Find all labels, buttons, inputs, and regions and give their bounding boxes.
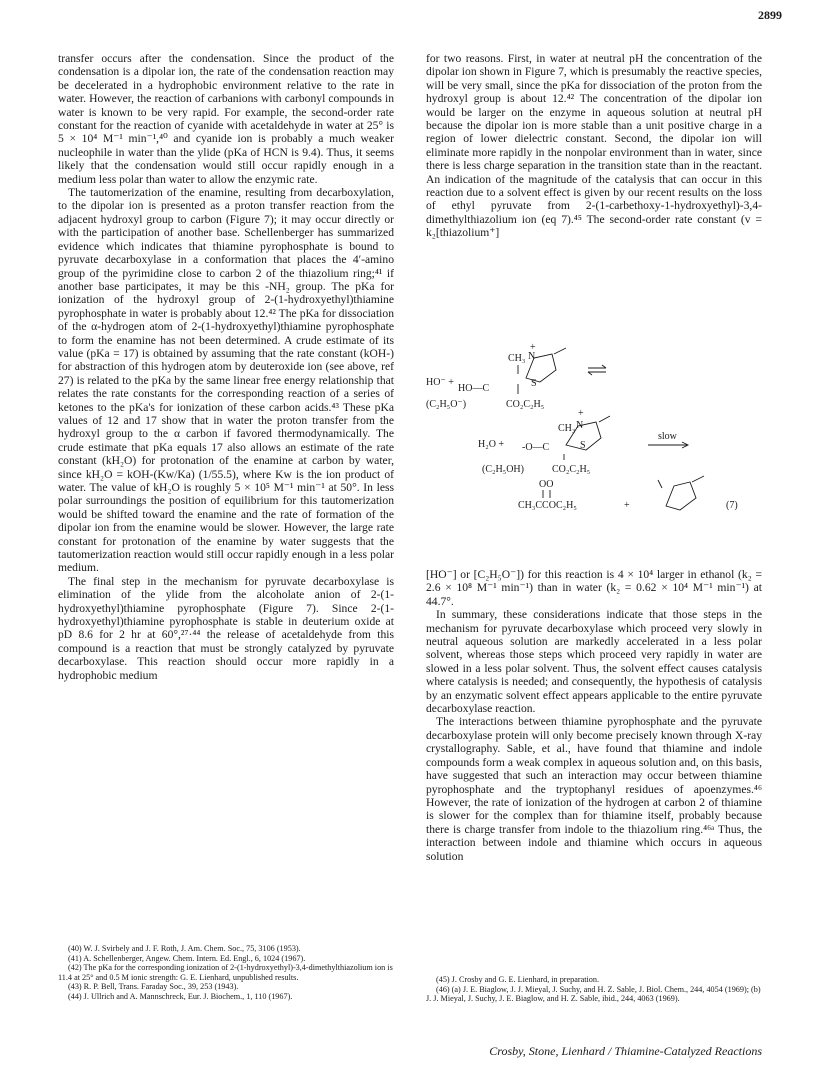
- footnote: (45) J. Crosby and G. E. Lienhard, in preparation.: [436, 975, 600, 984]
- scheme-hydroxide: HO⁻ +: [426, 377, 454, 388]
- scheme-ho-c: HO—C: [458, 383, 490, 394]
- scheme-n: N: [576, 420, 584, 431]
- footnote: (44) J. Ullrich and A. Mannschreck, Eur. J. Biochem., 1, 110 (1967).: [68, 991, 293, 1001]
- footnote: (40) W. J. Svirbely and J. F. Roth, J. Am. Chem. Soc., 75, 3106 (1953).: [68, 944, 301, 953]
- scheme-slow-label: slow: [658, 431, 677, 442]
- scheme-n: N: [528, 351, 536, 362]
- scheme-ch3: CH₃: [508, 353, 526, 364]
- paragraph: The final step in the mechanism for pyruvate decarboxylase is elimination of the ylide from the alcoholate anion of 2-(1-hydroxyethyl)thiamine pyrophosphate (Figure 7). Since 2-(1-hydroxyethyl)thiamine pyrophosphate is stable in deuterium oxide at pD 8.6 for 2 hr at 60°,²⁷·⁴⁴ the release of acetaldehyde from this compound is a reaction that must be strongly catalyzed by pyruvate decarboxylase. This reaction should occur more rapidly in a hydrophobic medium: [58, 574, 394, 682]
- scheme-plus: +: [578, 408, 584, 419]
- scheme-ester-group: CO₂C₂H₅: [552, 464, 591, 475]
- scheme-plus: +: [530, 342, 536, 353]
- footnotes-left: [58, 944, 394, 1002]
- scheme-alkoxide-c: -O—C: [522, 442, 550, 453]
- paragraph: [HO⁻] or [C₂H₅O⁻]) for this reaction is 4 × 10⁴ larger in ethanol (k₂ = 2.6 × 10⁸ M⁻¹ min⁻¹) than in water (k₂ = 0.62 × 10⁴ M⁻¹ min⁻¹) at 44.7°.: [426, 568, 762, 608]
- scheme-s: S: [531, 378, 537, 389]
- footnotes-right: [426, 975, 762, 1004]
- footnote: (46) (a) J. E. Biaglow, J. J. Mieyal, J. Suchy, and H. Z. Sable, J. Biol. Chem., 244, 4054 (1969); (b) J. J. Mieyal, J. Suchy, J. E. Biaglow, and H. Z. Sable, ibid., 244, 4063 (1969).: [426, 984, 761, 1004]
- scheme-ester-group: CO₂C₂H₅: [506, 399, 545, 410]
- footnote: (43) R. P. Bell, Trans. Faraday Soc., 39, 253 (1943).: [68, 982, 239, 992]
- scheme-water: H₂O +: [478, 439, 505, 450]
- page-number: 2899: [758, 8, 782, 22]
- scheme-ch3: CH₃: [558, 423, 576, 434]
- equation-number: (7): [726, 500, 738, 511]
- left-column: [58, 52, 394, 682]
- scheme-s: S: [580, 440, 586, 451]
- paragraph: In summary, these considerations indicate that those steps in the mechanism for pyruvate decarboxylase which proceed very slowly in neutral aqueous solution are markedly accelerated in a less polar solvent, whereas those steps which proceed very rapidly in water are slowed in a less polar solvent. Thus, the solvent effect causes catalysis where catalysis is needed; and consequently, the hypothesis of catalysis by an enzymatic solvent effect appears applicable to the entire pyruvate decarboxylase reaction.: [426, 608, 762, 716]
- paragraph: transfer occurs after the condensation. Since the product of the condensation is a dipolar ion, the rate of the condensation reaction may be decelerated in a hydrophobic environment relative to the rate in water. However, the reaction of carbanions with carbonyl compounds in water is known to be very rapid. For example, the second-order rate constant for the reaction of cyanide with acetaldehyde in water at 25° is 5 × 10⁴ M⁻¹ min⁻¹,⁴⁰ and cyanide ion is probably a much weaker nucleophile in water than the ylide (pKa of HCN is 9.4). Thus, it seems likely that the condensation would still occur rapidly enough in a medium less polar than water to allow the enzymic rate.: [58, 52, 394, 186]
- scheme-plus-sign: +: [624, 500, 630, 511]
- right-column-continued: [426, 568, 762, 863]
- running-footer: Crosby, Stone, Lienhard / Thiamine-Catalyzed Reactions: [489, 1044, 762, 1058]
- paragraph: for two reasons. First, in water at neutral pH the concentration of the dipolar ion shown in Figure 7, which is presumably the reactive species, will be very small, since the pKa for dissociation of the proton from the hydroxyl group is about 12.⁴² The concentration of the dipolar ion would be larger on the enzyme in aqueous solution at neutral pH because the dipolar ion is more stable than a unit positive charge in a region of lower dielectric constant. Second, the dipolar ion will eliminate more rapidly in the nonpolar environment than in water, since there is less charge separation in the transition state than in the reactant. An indication of the magnitude of the catalysis that can occur in this reaction due to a solvent effect is given by our recent results on the loss of ethyl pyruvate from 2-(1-carbethoxy-1-hydroxyethyl)-3,4-dimethylthiazolium ion (eq 7).⁴⁵ The second-order rate constant (v = k₂[thiazolium⁺]: [426, 52, 762, 240]
- footnote: (42) The pKa for the corresponding ionization of 2-(1-hydroxyethyl)-3,4-dimethylthiazolium ion is 11.4 at 25° and 0.5 M ionic strength: G. E. Lienhard, unpublished results.: [58, 963, 393, 982]
- paragraph: The interactions between thiamine pyrophosphate and the pyruvate decarboxylase protein will only become precisely known through X-ray crystallography. Sable, et al., have found that thiamine and indole compounds form a weak complex in aqueous solution and, on this basis, have suggested that such an interaction may occur between thiamine pyrophosphate and the tryptophanyl residues of apoenzymes.⁴⁶ However, the rate of ionization of the hydrogen at carbon 2 of thiamine is slower for the complex than for thiamine itself, probably because there is charge transfer from indole to the thiazolium ring.⁴⁶ᵃ Thus, the interaction between indole and thiamine which occurs in aqueous solution: [426, 715, 762, 863]
- scheme-ethoxide: (C₂H₅O⁻): [426, 399, 467, 410]
- footnote: (41) A. Schellenberger, Angew. Chem. Intern. Ed. Engl., 6, 1024 (1967).: [68, 953, 306, 963]
- paragraph: The tautomerization of the enamine, resulting from decarboxylation, to the dipolar ion is presented as a proton transfer reaction from the adjacent hydroxyl group to carbon (Figure 7); it may occur directly or with the participation of another base. Schellenberger has summarized evidence which indicates that thiamine pyrophosphate is bound to pyruvate decarboxylase in a conformation that places the 4′-amino group of the pyrimidine close to carbon 2 of the thiazolium ring;⁴¹ if another base participates, it may be this -NH₂ group. The pKa for ionization of the hydroxyl group of 2-(1-hydroxyethyl)thiamine pyrophosphate in water is probably about 12.⁴² The pKa for dissociation of the α-hydrogen atom of 2-(1-hydroxyethyl)thiamine pyrophosphate to form the enamine has not been determined. A crude estimate of its value (pKa = 17) is obtained by assuming that the rate constant (kOH-) for abstraction of this hydrogen atom by deuteroxide ion (see above, ref 27) is related to the pKa by the same linear free energy relationship that relates the rate constants for the corresponding reaction of a series of ketones to the pKa's for ionization of these carbon acids.⁴³ These pKa values of 12 and 17 show that in water the proton transfer from the hydroxyl group to the α carbon if favored thermodynamically. The crude estimate that pKa equals 17 also allows an estimate of the rate constant (kH₂O) for protonation of the enamine at carbon by water, since kH₂O = kOH-(Kw/Ka) (1/55.5), where Kw is the ion product of water. The value of kH₂O is roughly 5 × 10⁵ M⁻¹ min⁻¹ at 50°. In less polar surroundings the position of equilibrium for this tautomerization would be shifted toward the enamine and the rate of formation of the dipolar ion from the enamine would be slower. However, the large rate constant for protonation of the enamine by water suggests that the tautomerization reaction would still occur rapidly enough in a less polar medium.: [58, 186, 394, 575]
- reaction-scheme-drawing: [426, 330, 762, 530]
- scheme-ethyl-pyruvate: CH₃CCOC₂H₅: [518, 500, 577, 511]
- scheme-carbonyls: OO: [539, 479, 554, 490]
- reaction-scheme-7: [426, 330, 762, 530]
- right-column: [426, 52, 762, 240]
- scheme-ethanol: (C₂H₅OH): [482, 464, 524, 475]
